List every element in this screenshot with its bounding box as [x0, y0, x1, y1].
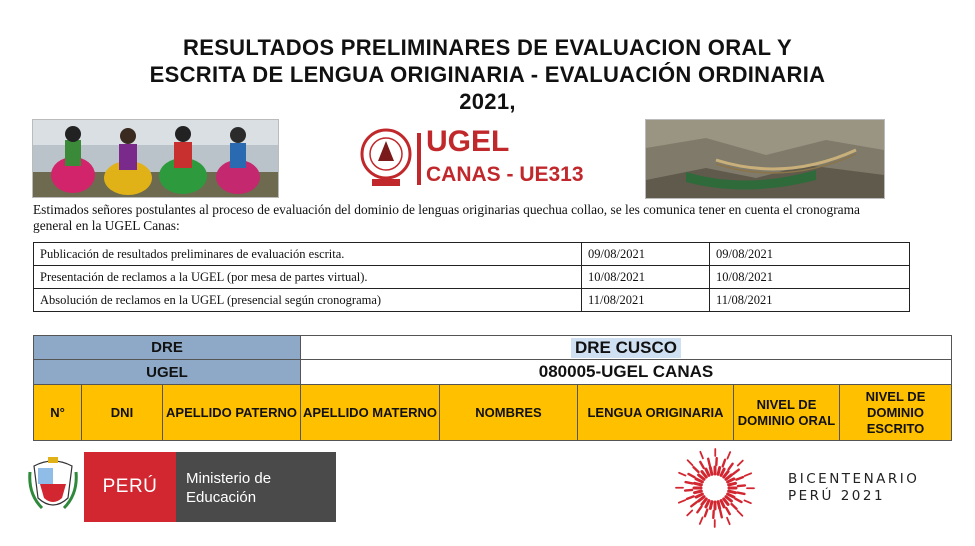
sun-ray [696, 494, 702, 497]
sun-ray [735, 499, 741, 502]
results-table-header [33, 335, 952, 441]
canyon-bridge-photo [645, 119, 885, 199]
sun-ray [706, 501, 709, 507]
sun-ray [679, 500, 685, 503]
sun-ray [718, 468, 720, 475]
table-row [34, 289, 910, 312]
schedule-activity: Presentación de reclamos a la UGEL (por mesa de partes virtual). [34, 266, 582, 289]
ugel-unit: CANAS - UE313 [426, 163, 584, 186]
bicentenario-logo [660, 448, 950, 528]
sun-ray [706, 469, 709, 475]
sun-ray [710, 468, 712, 475]
sun-ray [728, 494, 734, 497]
sun-ray [679, 473, 685, 476]
bicentenario-text [788, 471, 919, 505]
intro-paragraph: Estimados señores postulantes al proceso de evaluación del dominio de lenguas originarias quechua collao, se les comunica tener en cuenta el cronograma general en la UGEL Canas: [33, 202, 860, 233]
sun-ray [727, 518, 730, 524]
sun-ray [687, 496, 694, 499]
sun-ray [726, 508, 729, 514]
sun-ray [697, 507, 701, 513]
column-header-lengua-originaria: LENGUA ORIGINARIA [577, 384, 734, 441]
bicentenario-line-2: PERÚ 2021 [788, 488, 886, 504]
schedule-end: 09/08/2021 [710, 243, 910, 266]
ministerio-educacion-logo [28, 452, 336, 522]
ugel-logo [360, 127, 590, 189]
title-line-2: ESCRITA DE LENGUA ORIGINARIA - EVALUACIÓN ORDINARIA [149, 62, 826, 87]
sun-ray [708, 459, 710, 466]
sun-ray [738, 461, 743, 466]
dre-value-cell [300, 335, 952, 360]
sun-ray [700, 452, 703, 458]
table-row [34, 266, 910, 289]
sun-ray [718, 502, 720, 509]
column-header-number: N° [33, 384, 82, 441]
ugel-value: 080005-UGEL CANAS [300, 359, 952, 385]
column-header-apellido-materno: APELLIDO MATERNO [300, 384, 440, 441]
sun-ray [744, 500, 750, 503]
sun-ray [693, 467, 698, 472]
ugel-name: UGEL [426, 125, 510, 158]
sun-ray [720, 510, 722, 517]
column-header-dni: DNI [81, 384, 163, 441]
peru-coat-of-arms-icon [28, 454, 78, 516]
ugel-divider [417, 133, 421, 185]
sun-ray [731, 504, 736, 509]
schedule-activity: Absolución de reclamos en la UGEL (presencial según cronograma) [34, 289, 582, 312]
schedule-start: 11/08/2021 [582, 289, 710, 312]
column-header-nombres: NOMBRES [439, 384, 578, 441]
schedule-end: 10/08/2021 [710, 266, 910, 289]
sun-ray [723, 460, 725, 467]
sun-ray [738, 493, 745, 494]
ugel-seal-icon [360, 127, 412, 187]
sun-ray [736, 477, 743, 480]
title-line-1: RESULTADOS PRELIMINARES DE EVALUACION ORAL Y [183, 35, 792, 60]
bicentenario-sun-icon [660, 448, 770, 528]
sun-ray [721, 469, 724, 475]
column-header-apellido-paterno: APELLIDO PATERNO [162, 384, 301, 441]
sun-ray [729, 464, 733, 470]
dre-label: DRE [33, 335, 301, 360]
sun-ray [700, 462, 703, 468]
sun-ray [686, 482, 693, 483]
ugel-label: UGEL [33, 359, 301, 385]
sun-ray [729, 491, 736, 493]
title-line-3: 2021, [459, 89, 516, 114]
sun-ray [737, 511, 742, 516]
sun-ray [710, 502, 712, 509]
sun-ray [688, 474, 694, 477]
column-header-nivel-escrito: NIVEL DE DOMINIO ESCRITO [839, 384, 952, 441]
column-header-nivel-oral: NIVEL DE DOMINIO ORAL [733, 384, 840, 441]
sun-ray [700, 517, 703, 523]
sun-ray [738, 485, 745, 486]
sun-ray [729, 483, 736, 485]
schedule-start: 10/08/2021 [582, 266, 710, 289]
sun-ray [705, 510, 707, 517]
sun-ray [695, 483, 702, 485]
sun-ray [721, 501, 724, 507]
sun-ray [688, 460, 693, 465]
schedule-activity: Publicación de resultados preliminares de evaluación escrita. [34, 243, 582, 266]
dancers-photo [32, 119, 279, 198]
table-row [34, 243, 910, 266]
schedule-start: 09/08/2021 [582, 243, 710, 266]
bicentenario-line-1: BICENTENARIO [788, 471, 920, 487]
sun-ray [696, 479, 702, 482]
sun-ray [685, 490, 692, 491]
ministry-name: Ministerio de Educación [176, 452, 336, 522]
dre-value: DRE CUSCO [571, 338, 681, 358]
peru-brand: PERÚ [84, 452, 176, 522]
schedule-table [33, 242, 910, 312]
sun-ray [691, 502, 697, 506]
sun-ray [727, 452, 730, 458]
sun-ray [745, 473, 751, 476]
sun-ray [687, 510, 692, 515]
sun-ray [695, 491, 702, 493]
schedule-end: 11/08/2021 [710, 289, 910, 312]
sun-ray [733, 470, 739, 474]
document-title [20, 34, 955, 115]
sun-ray [728, 479, 734, 482]
